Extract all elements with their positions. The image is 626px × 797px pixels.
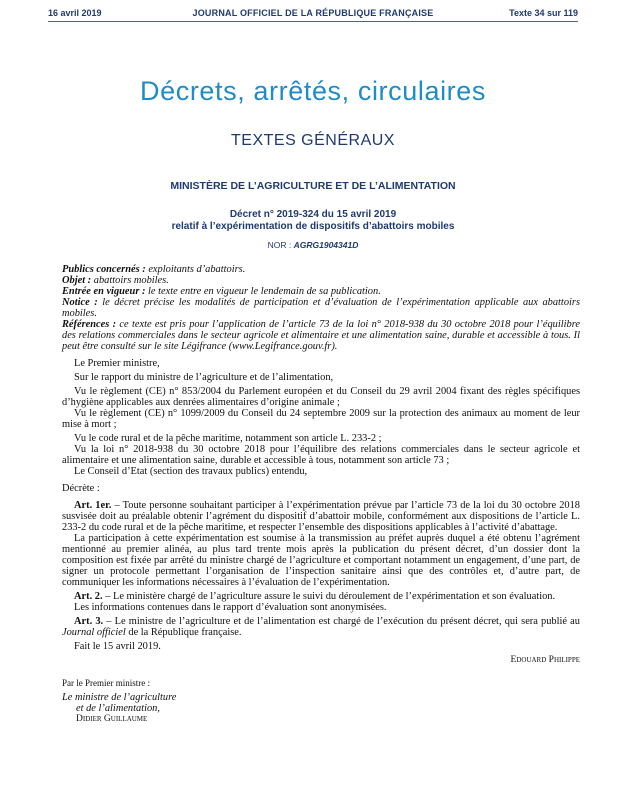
decree-line-2: relatif à l’expérimentation de dispositifs d’abattoirs mobiles	[171, 221, 455, 232]
preamble-conseil: Le Conseil d’Etat (section des travaux publics) entendu,	[74, 466, 308, 477]
article-1: Art. 1er. – Toute personne souhaitant participer à l’expérimentation prévue par l’article 73 de la loi du 30 octobre 2018 susvisée doit au préalable obtenir l’agrément du dispositif d’abattoir mobile, conformément aux dispositions de l’article L. 233-2 du code rural et de la pêche maritime, et respecter l’ensemble des dispositions applicables à l’activité d’abattage.	[62, 500, 580, 533]
decree-title	[0, 209, 626, 233]
summary-notice: Notice : le décret précise les modalités de participation et d’évaluation de l’expérimentation applicable aux abattoirs mobiles.	[62, 297, 580, 319]
article-2: Art. 2. – Le ministère chargé de l’agriculture assure le suivi du déroulement de l’expérimentation et son évaluation.	[74, 591, 556, 602]
header-journal-title: JOURNAL OFFICIEL DE LA RÉPUBLIQUE FRANÇAISE	[192, 8, 434, 18]
decree-line-1: Décret n° 2019-324 du 15 avril 2019	[229, 209, 397, 220]
header-date: 16 avril 2019	[48, 8, 102, 18]
header-rule	[48, 21, 578, 22]
preamble-vu-1: Vu le règlement (CE) n° 853/2004 du Parlement européen et du Conseil du 29 avril 2004 fixant des règles spécifiques d’hygiène applicables aux denrées alimentaires d’origine animale ;	[62, 386, 580, 408]
page-title: Décrets, arrêtés, circulaires	[140, 76, 486, 106]
preamble-rapport: Sur le rapport du ministre de l’agriculture et de l’alimentation,	[74, 372, 334, 383]
section-title: TEXTES GÉNÉRAUX	[231, 132, 395, 149]
minister-title-1: Le ministre de l’agriculture	[62, 692, 177, 703]
preamble-vu-4: Vu la loi n° 2018-938 du 30 octobre 2018 pour l’équilibre des relations commerciales dans le secteur agricole et alimentaire et une alimentation saine, durable et accessible à tous, notamment son article 73 ;	[62, 444, 580, 466]
article-3: Art. 3. – Le ministre de l’agriculture et de l’alimentation est chargé de l’exécution du présent décret, qui sera publié au Journal officiel de la République française.	[62, 616, 580, 638]
article-2-paragraph-2: Les informations contenues dans le rapport d’évaluation sont anonymisées.	[74, 602, 387, 613]
document-body	[62, 264, 580, 725]
nor-value: AGRG1904341D	[293, 240, 359, 250]
nor-label: NOR :	[267, 240, 292, 250]
nor-reference	[0, 240, 626, 250]
fait-date: Fait le 15 avril 2019.	[74, 641, 161, 652]
preamble-pm: Le Premier ministre,	[74, 358, 160, 369]
preamble-decrete: Décrète :	[62, 483, 100, 494]
header-page-number: Texte 34 sur 119	[509, 8, 578, 18]
preamble-vu-2: Vu le règlement (CE) n° 1099/2009 du Conseil du 24 septembre 2009 sur la protection des animaux au moment de leur mise à mort ;	[62, 408, 580, 430]
signatory-name: Edouard Philippe	[510, 655, 580, 665]
summary-publics: Publics concernés : exploitants d’abattoirs.	[62, 264, 246, 275]
article-1-paragraph-2: La participation à cette expérimentation est soumise à la transmission au préfet auprès duquel a été obtenu l’agrément mentionné au premier alinéa, au plus tard trente mois après la publication du présent décret, d’un dossier dont la composition est fixée par arrêté du ministre chargé de l’agriculture et comportant notamment un engagement, d’une part, de signer un protocole permettant l’organisation de l’inspection sanitaire ainsi que des contrôles et, d’autre part, de communiquer les informations nécessaires à l’évaluation de l’expérimentation.	[62, 533, 580, 588]
summary-references: Références : ce texte est pris pour l’application de l’article 73 de la loi n° 2018-938 du 30 octobre 2018 pour l’équilibre des relations commerciales dans le secteur agricole et alimentaire et une alimentation saine, durable et accessible à tous. Il peut être consulté sur le site Légifrance (www.Legifrance.gouv.fr).	[62, 319, 580, 352]
page-header	[48, 8, 578, 22]
ministry-title: MINISTÈRE DE L’AGRICULTURE ET DE L’ALIMENTATION	[170, 180, 456, 192]
minister-title-2: et de l’alimentation,	[76, 703, 160, 714]
summary-objet: Objet : abattoirs mobiles.	[62, 275, 169, 286]
summary-entree: Entrée en vigueur : le texte entre en vigueur le lendemain de sa publication.	[62, 286, 381, 297]
minister-name: Didier Guillaume	[76, 714, 148, 724]
countersign-label: Par le Premier ministre :	[62, 678, 150, 688]
preamble-vu-3: Vu le code rural et de la pêche maritime, notamment son article L. 233-2 ;	[74, 433, 382, 444]
